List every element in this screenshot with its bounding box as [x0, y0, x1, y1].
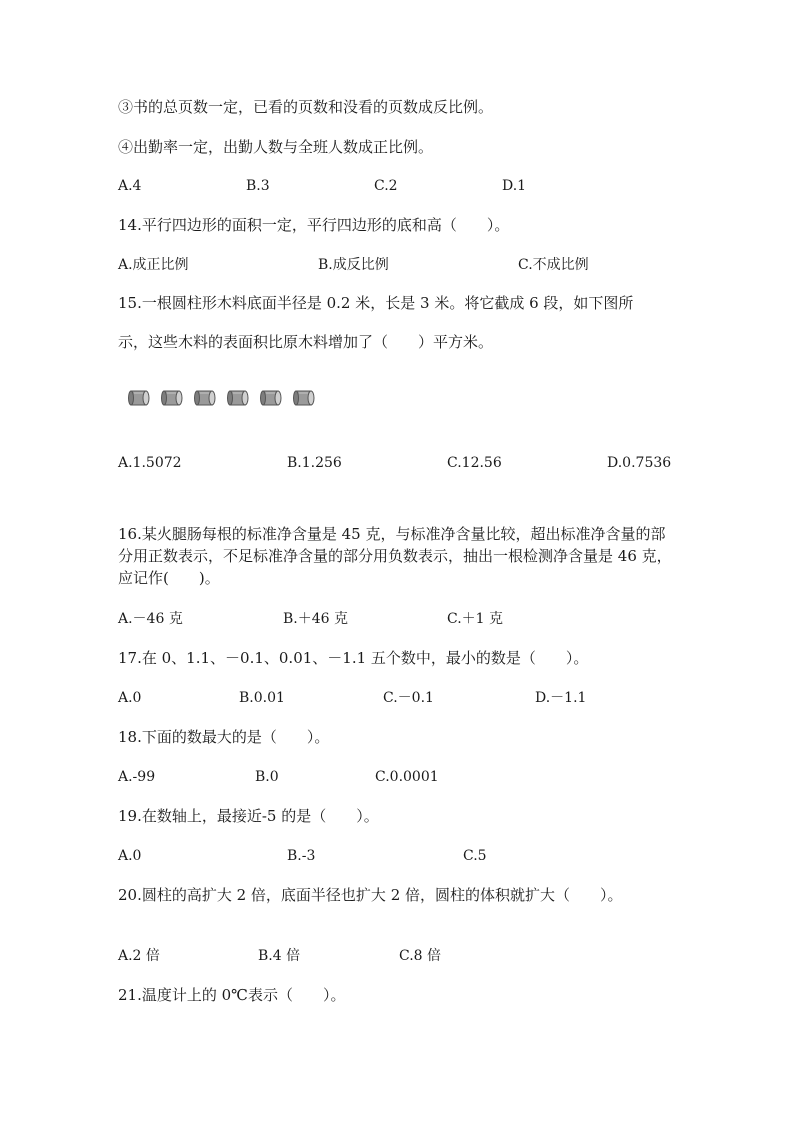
wood-piece-icon: [293, 389, 315, 407]
q19-text: 19.在数轴上，最接近-5 的是（ ）。: [118, 807, 379, 825]
q21-text: 21.温度计上的 0℃表示（ ）。: [118, 986, 346, 1004]
q13-option-c: C.2: [374, 178, 398, 194]
q17-option-a: A.0: [118, 690, 142, 706]
wood-piece-icon: [161, 389, 183, 407]
q17-option-b: B.0.01: [239, 690, 285, 706]
q14-option-c: C.不成比例: [518, 257, 589, 273]
q19-option-c: C.5: [463, 848, 487, 864]
wood-piece-icon: [260, 389, 282, 407]
q16-option-c: C.＋1 克: [447, 611, 504, 627]
statement-3: ③书的总页数一定，已看的页数和没看的页数成反比例。: [118, 98, 494, 116]
q13-option-d: D.1: [502, 178, 527, 194]
q18-option-c: C.0.0001: [375, 769, 439, 785]
q19-option-a: A.0: [118, 848, 142, 864]
q15-option-b: B.1.256: [287, 455, 342, 471]
q20-text: 20.圆柱的高扩大 2 倍，底面半径也扩大 2 倍，圆柱的体积就扩大（ ）。: [118, 886, 623, 904]
q18-text: 18.下面的数最大的是（ ）。: [118, 728, 330, 746]
q14-option-a: A.成正比例: [118, 257, 189, 273]
q15-option-c: C.12.56: [447, 455, 502, 471]
q15-text-line1: 15.一根圆柱形木料底面半径是 0.2 米，长是 3 米。将它截成 6 段，如下图所: [118, 294, 634, 312]
q14-option-b: B.成反比例: [318, 257, 389, 273]
q16-option-a: A.－46 克: [118, 611, 183, 627]
q18-option-b: B.0: [255, 769, 279, 785]
q18-option-a: A.-99: [118, 769, 156, 785]
wood-piece-icon: [194, 389, 216, 407]
q20-option-c: C.8 倍: [399, 948, 442, 964]
q14-text: 14.平行四边形的面积一定，平行四边形的底和高（ ）。: [118, 216, 510, 234]
q17-option-d: D.－1.1: [535, 690, 587, 706]
q16-option-b: B.＋46 克: [283, 611, 349, 627]
wood-piece-icon: [227, 389, 249, 407]
q16-text: 16.某火腿肠每根的标准净含量是 45 克，与标准净含量比较，超出标准净含量的部分用正数表示，不足标准净含量的部分用负数表示，抽出一根检测净含量是 46 克，应记作( )。: [118, 525, 672, 587]
q20-option-b: B.4 倍: [258, 948, 301, 964]
statement-4: ④出勤率一定，出勤人数与全班人数成正比例。: [118, 138, 434, 156]
q15-text-line2: 示，这些木料的表面积比原木料增加了（ ）平方米。: [118, 333, 494, 351]
q17-option-c: C.－0.1: [383, 690, 434, 706]
q20-option-a: A.2 倍: [118, 948, 160, 964]
wood-piece-icon: [128, 389, 150, 407]
q13-option-a: A.4: [118, 178, 142, 194]
q15-option-d: D.0.7536: [607, 455, 672, 471]
q13-option-b: B.3: [246, 178, 270, 194]
q19-option-b: B.-3: [287, 848, 316, 864]
q17-text: 17.在 0、1.1、－0.1、0.01、－1.1 五个数中，最小的数是（ ）。: [118, 649, 589, 667]
q15-option-a: A.1.5072: [118, 455, 182, 471]
